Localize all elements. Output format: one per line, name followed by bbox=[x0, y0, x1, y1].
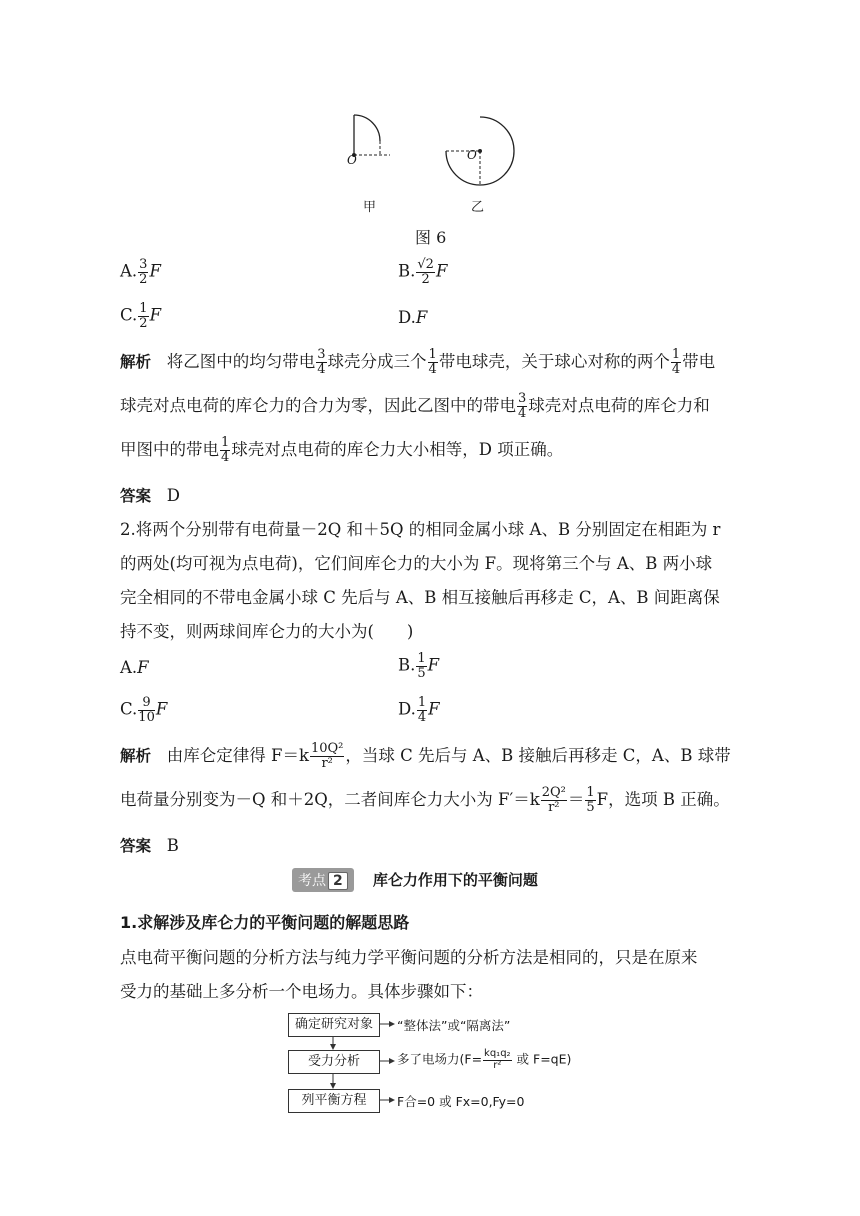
fraction: $\frac{√2}{2}$ bbox=[417, 257, 434, 287]
q1-option-a: A. $\frac{3}{2}$ F bbox=[120, 257, 161, 287]
q1-analysis-line-3: 甲图中的带电 $\frac{1}{4}$ 球壳对点电荷的库仑力大小相等，D 项正确。 bbox=[120, 435, 564, 465]
q2-option-c: C. $\frac{9}{10}$ F bbox=[120, 695, 168, 725]
figure-6-diagram bbox=[330, 105, 530, 195]
q1-option-b: B. $\frac{√2}{2}$ F bbox=[398, 257, 448, 287]
body-line-2: 受力的基础上多分析一个电场力。具体步骤如下： bbox=[120, 982, 483, 1001]
fraction: $\frac{1}{2}$ bbox=[139, 301, 148, 331]
caption-yi: 乙 bbox=[471, 200, 485, 215]
o-label-left: O bbox=[347, 153, 357, 167]
section-badge: 考点 2 bbox=[292, 868, 354, 892]
flow-step-1-box: 确定研究对象 bbox=[288, 1013, 380, 1037]
fraction: $\frac{1}{5}$ bbox=[586, 785, 595, 815]
caption-jia: 甲 bbox=[363, 200, 377, 215]
fraction: $\frac{1}{4}$ bbox=[221, 435, 230, 465]
flow-step-3-box: 列平衡方程 bbox=[288, 1089, 380, 1113]
q1-option-c: C. $\frac{1}{2}$ F bbox=[120, 301, 162, 331]
figure-title: 图 6 bbox=[415, 228, 447, 247]
fraction: $\frac{1}{5}$ bbox=[417, 651, 426, 681]
fraction: $\frac{1}{4}$ bbox=[417, 695, 427, 725]
fraction: $\frac{1}{4}$ bbox=[428, 347, 437, 377]
fraction: $\frac{\text{2Q²}}{\text{r²}}$ bbox=[541, 785, 566, 815]
q1-analysis-line-2: 球壳对点电荷的库仑力的合力为零，因此乙图中的带电 $\frac{3}{4}$ 球壳对点电荷的库仑力和 bbox=[120, 391, 710, 421]
q2-option-b: B. $\frac{1}{5}$ F bbox=[398, 651, 440, 681]
flow-step-2-box: 受力分析 bbox=[288, 1050, 380, 1074]
fraction: $\frac{1}{4}$ bbox=[671, 347, 681, 377]
q2-answer: 答案 B bbox=[120, 836, 179, 855]
flow-arrows bbox=[280, 1010, 410, 1120]
section-header bbox=[292, 868, 538, 892]
q2-stem-line-4: 持不变，则两球间库仑力的大小为( ) bbox=[120, 622, 414, 641]
fraction: $\frac{3}{4}$ bbox=[317, 347, 326, 377]
q2-stem-line-2: 的两处(均可视为点电荷)，它们间库仑力的大小为 F。现将第三个与 A、B 两小球 bbox=[120, 554, 713, 573]
fraction: $\frac{9}{10}$ bbox=[138, 695, 155, 725]
q1-analysis-line-1: 解析 将乙图中的均匀带电 $\frac{3}{4}$ 球壳分成三个 $\frac{1}{4}$ 带电球壳，关于球心对称的两个 $\frac{1}{4}$ 带电 bbox=[120, 347, 716, 377]
section-title: 库仑力作用下的平衡问题 bbox=[372, 871, 538, 889]
section-number: 2 bbox=[328, 872, 348, 890]
q2-stem-line-3: 完全相同的不带电金属小球 C 先后与 A、B 相互接触后再移走 C，A、B 间距离保 bbox=[120, 588, 720, 607]
q1-answer: 答案 D bbox=[120, 486, 180, 505]
o-label-right: O bbox=[467, 148, 477, 162]
fraction: $\frac{3}{2}$ bbox=[139, 257, 148, 287]
flow-step-1-note: “整体法”或“隔离法” bbox=[397, 1018, 511, 1033]
fraction: $\frac{3}{4}$ bbox=[518, 391, 527, 421]
answer-label: 答案 bbox=[120, 837, 152, 855]
q1-option-d: D.F bbox=[398, 308, 428, 327]
q2-analysis-line-1: 解析 由库仑定律得 F＝k $\frac{\text{10Q²}}{\text{r²}}$ ，当球 C 先后与 A、B 接触后再移走 C，A、B 球带 bbox=[120, 741, 731, 771]
q2-stem-line-1: 2.将两个分别带有电荷量－2Q 和＋5Q 的相同金属小球 A、B 分别固定在相距为 r bbox=[120, 520, 721, 539]
fraction: $\frac{\text{10Q²}}{\text{r²}}$ bbox=[310, 741, 344, 771]
three-quarter-shell-yi bbox=[446, 117, 514, 185]
flow-step-2-note: 多了电场力(F= $\frac{\text{kq₁q₂}}{\text{r²}}$ 或 F=qE) bbox=[397, 1048, 572, 1071]
body-line-1: 点电荷平衡问题的分析方法与纯力学平衡问题的分析方法是相同的，只是在原来 bbox=[120, 948, 698, 967]
q2-analysis-line-2: 电荷量分别变为－Q 和＋2Q，二者间库仑力大小为 F′＝k $\frac{\text{2Q²}}{\text{r²}}$ ＝ $\frac{1}{5}$ F，选项 B 正确。 bbox=[120, 785, 730, 815]
q2-option-d: D. $\frac{1}{4}$ F bbox=[398, 695, 440, 725]
fraction: $\frac{\text{kq₁q₂}}{\text{r²}}$ bbox=[484, 1048, 511, 1071]
quarter-shell-jia bbox=[352, 115, 390, 157]
answer-label: 答案 bbox=[120, 487, 152, 505]
flow-step-3-note: F合=0 或 Fx=0,Fy=0 bbox=[397, 1094, 525, 1109]
analysis-label: 解析 bbox=[120, 353, 152, 371]
subsection-title: 1.求解涉及库仑力的平衡问题的解题思路 bbox=[120, 913, 410, 932]
q2-option-a: A.F bbox=[120, 658, 149, 677]
analysis-label: 解析 bbox=[120, 747, 152, 765]
